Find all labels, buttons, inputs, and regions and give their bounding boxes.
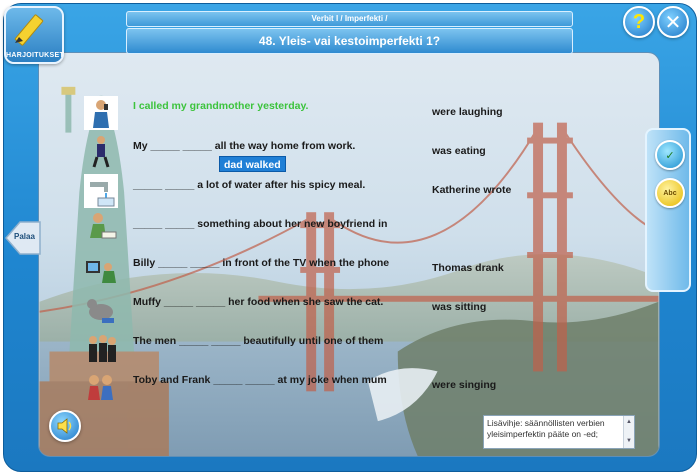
sentence-8: Toby and Frank _____ _____ at my joke when mum (133, 374, 387, 386)
speaker-icon (55, 416, 75, 436)
option-was-eating[interactable]: was eating (432, 145, 486, 157)
dictionary-button[interactable] (655, 178, 685, 208)
page-title: 48. Yleis- vai kestoimperfekti 1? (126, 28, 573, 54)
back-button[interactable] (4, 216, 42, 260)
close-button[interactable] (657, 6, 689, 38)
option-thomas-drank[interactable]: Thomas drank (432, 262, 504, 274)
book-icon: Abc (663, 189, 677, 197)
back-label: Palaa (14, 232, 35, 241)
exercises-button[interactable] (4, 6, 64, 64)
placed-answer[interactable]: dad walked (219, 156, 286, 172)
pencil-icon (6, 10, 62, 52)
singing-men-picture (84, 332, 118, 366)
help-button[interactable] (623, 6, 655, 38)
dog-picture (84, 292, 118, 326)
close-icon: ✕ (664, 11, 682, 34)
sentence-5: Billy _____ _____ in front of the TV when the phone (133, 257, 390, 269)
option-was-sitting[interactable]: was sitting (432, 301, 487, 313)
background-photo (39, 53, 659, 456)
sentence-3: _____ _____ a lot of water after his spicy meal. (133, 179, 366, 191)
check-answers-button[interactable] (655, 140, 685, 170)
sentence-6: Muffy _____ _____ her food when she saw the cat. (133, 296, 384, 308)
scroll-down-icon[interactable]: ▼ (626, 438, 632, 444)
breadcrumb: Verbit I / Imperfekti / (126, 11, 573, 27)
boy-tv-picture (84, 253, 118, 287)
sentence-7: The men _____ _____ beautifully until one of them (133, 335, 384, 347)
faucet-picture (84, 174, 118, 208)
woman-writing-picture (84, 210, 118, 244)
laughing-boys-picture (84, 370, 118, 404)
check-icon: ✓ (665, 149, 675, 162)
woman-phone-picture (84, 96, 118, 130)
option-were-laughing[interactable]: were laughing (432, 106, 503, 118)
scroll-up-icon[interactable]: ▲ (626, 419, 632, 425)
hint-scrollbar[interactable] (623, 416, 634, 448)
question-icon: ? (632, 10, 646, 33)
exercises-label: HARJOITUKSET (6, 52, 65, 59)
sentence-1: I called my grandmother yesterday. (133, 100, 309, 112)
sentence-2: My _____ _____ all the way home from work. (133, 140, 356, 152)
audio-button[interactable] (49, 410, 81, 442)
option-katherine-wrote[interactable]: Katherine wrote (432, 184, 512, 196)
hint-text: Lisävihje: säännöllisten verbien yleisimperfektin pääte on -ed; (487, 418, 605, 439)
man-walking-picture (84, 134, 118, 168)
side-tool-panel (645, 128, 691, 292)
content-panel (38, 52, 660, 457)
sentence-4: _____ _____ something about her new boyfriend in (133, 218, 388, 230)
option-were-singing[interactable]: were singing (432, 379, 497, 391)
hint-box[interactable] (483, 415, 635, 449)
